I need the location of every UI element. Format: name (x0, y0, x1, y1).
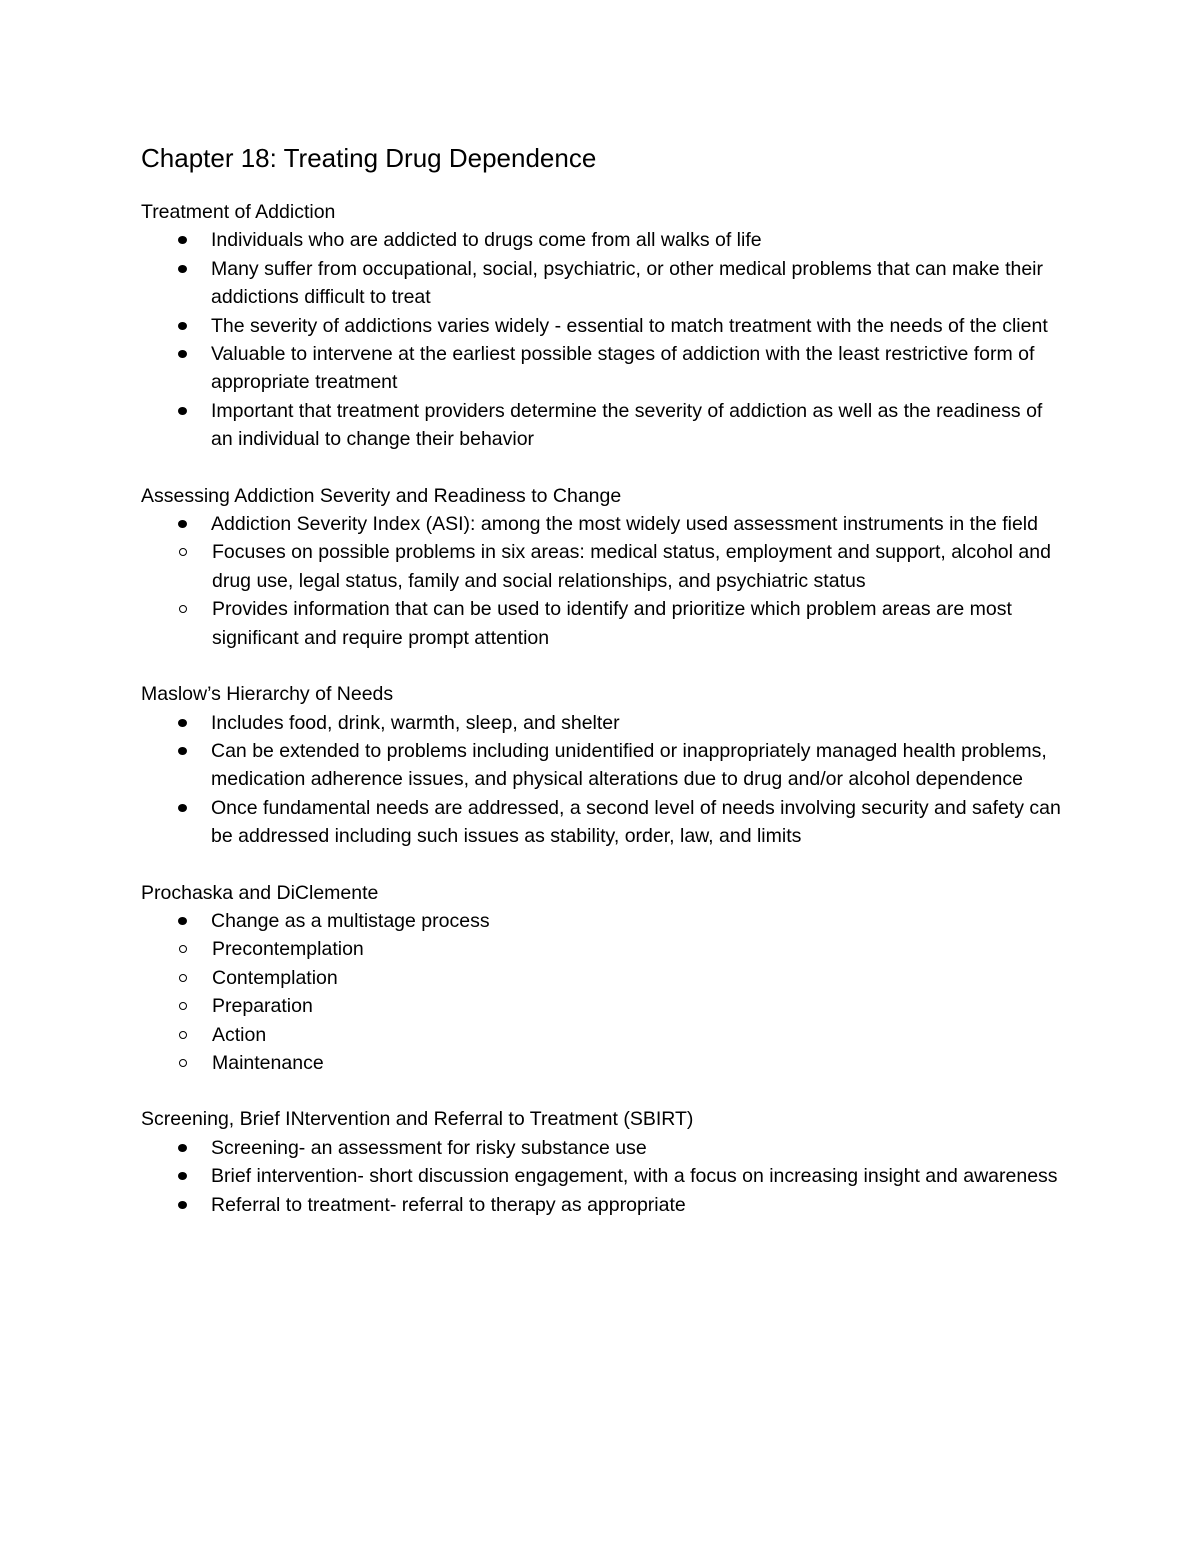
bullet-icon (178, 804, 187, 812)
section-heading: Prochaska and DiClemente (141, 881, 379, 904)
list-item-text: Screening- an assessment for risky substance use (211, 1136, 647, 1159)
bullet-list (141, 709, 1061, 851)
list-item-text: Many suffer from occupational, social, psychiatric, or other medical problems that can make their addictions difficult to treat (211, 257, 1044, 309)
list-item-text: Referral to treatment- referral to therapy as appropriate (211, 1193, 686, 1216)
bullet-icon (178, 917, 187, 925)
list-item (141, 1191, 1061, 1219)
list-item-text: The severity of addictions varies widely - essential to match treatment with the needs of the client (211, 314, 1048, 337)
list-item-text: Brief intervention- short discussion engagement, with a focus on increasing insight and awareness (211, 1165, 1058, 1188)
sub-list-item (141, 935, 1061, 963)
list-item-text: Includes food, drink, warmth, sleep, and shelter (211, 711, 620, 734)
sub-list-item (141, 1021, 1061, 1049)
sub-list-item (141, 538, 1061, 595)
list-item (141, 226, 1061, 254)
sub-list-item (141, 964, 1061, 992)
list-item (141, 794, 1061, 851)
list-item-text: Valuable to intervene at the earliest possible stages of addiction with the least restrictive form of appropriate treatment (211, 343, 1035, 394)
list-item-text: Individuals who are addicted to drugs come from all walks of life (211, 229, 762, 252)
section-heading: Treatment of Addiction (141, 201, 336, 223)
list-item (141, 1134, 1061, 1162)
hollow-bullet-icon (179, 605, 187, 613)
list-item-text: Addiction Severity Index (ASI): among the most widely used assessment instruments in the field (211, 513, 1038, 536)
bullet-icon (178, 350, 187, 358)
list-item (141, 907, 1061, 935)
list-item (141, 340, 1061, 397)
bullet-icon (178, 236, 187, 244)
list-item (141, 510, 1061, 538)
bullet-icon (178, 520, 187, 528)
list-item (141, 255, 1061, 312)
hollow-bullet-icon (179, 1059, 187, 1067)
list-item (141, 1162, 1061, 1190)
section-maslows-hierarchy (141, 680, 1061, 850)
section-heading: Assessing Addiction Severity and Readiness to Change (141, 484, 622, 507)
hollow-bullet-icon (179, 945, 187, 953)
bullet-icon (178, 1144, 187, 1152)
section-heading: Screening, Brief INtervention and Referral to Treatment (SBIRT) (141, 1108, 694, 1131)
list-item (141, 312, 1061, 340)
bullet-icon (178, 265, 187, 273)
sub-list-item (141, 992, 1061, 1020)
list-item (141, 737, 1061, 794)
sub-list-item (141, 595, 1061, 652)
hollow-bullet-icon (179, 548, 187, 556)
list-item-text: Can be extended to problems including unidentified or inappropriately managed health problems, medication adherence issues, and physical alterations due to drug and/or alcohol dependence (211, 739, 1047, 791)
bullet-list (141, 907, 1061, 1077)
list-item-text: Once fundamental needs are addressed, a second level of needs involving security and safety can be addressed including such issues as stability, order, law, and limits (211, 796, 1061, 848)
sub-list-item-text: Precontemplation (212, 938, 364, 961)
sub-list-item-text: Action (212, 1023, 267, 1046)
section-prochaska-diclemente (141, 879, 1061, 1078)
bullet-icon (178, 407, 187, 415)
sub-list-item-text: Preparation (212, 995, 313, 1018)
list-item-text: Change as a multistage process (211, 909, 490, 932)
sub-list-item-text: Contemplation (212, 966, 338, 989)
hollow-bullet-icon (179, 1031, 187, 1039)
list-item (141, 397, 1061, 454)
section-heading: Maslow’s Hierarchy of Needs (141, 683, 394, 706)
bullet-icon (178, 1201, 187, 1209)
document-page (141, 140, 1061, 1247)
bullet-icon (178, 747, 187, 755)
bullet-icon (178, 322, 187, 330)
list-item-text: Important that treatment providers determine the severity of addiction as well as the readiness of an individual to change their behavior (211, 399, 1043, 451)
sub-list-item-text: Focuses on possible problems in six areas: medical status, employment and support, alcohol and drug use, legal status, family and social relationships, and psychiatric status (212, 541, 1051, 592)
sub-list-item (141, 1049, 1061, 1077)
bullet-list (141, 226, 1061, 453)
section-treatment-of-addiction (141, 198, 1061, 454)
page-title: Chapter 18: Treating Drug Dependence (141, 143, 597, 173)
hollow-bullet-icon (179, 974, 187, 982)
bullet-icon (178, 1172, 187, 1180)
sub-list-item-text: Provides information that can be used to identify and prioritize which problem areas are most significant and require prompt attention (212, 598, 1012, 649)
list-item (141, 709, 1061, 737)
section-sbirt (141, 1105, 1061, 1219)
bullet-icon (178, 719, 187, 727)
bullet-list (141, 510, 1061, 652)
bullet-list (141, 1134, 1061, 1219)
hollow-bullet-icon (179, 1002, 187, 1010)
section-assessing-addiction-severity (141, 482, 1061, 652)
sub-list-item-text: Maintenance (212, 1051, 324, 1074)
